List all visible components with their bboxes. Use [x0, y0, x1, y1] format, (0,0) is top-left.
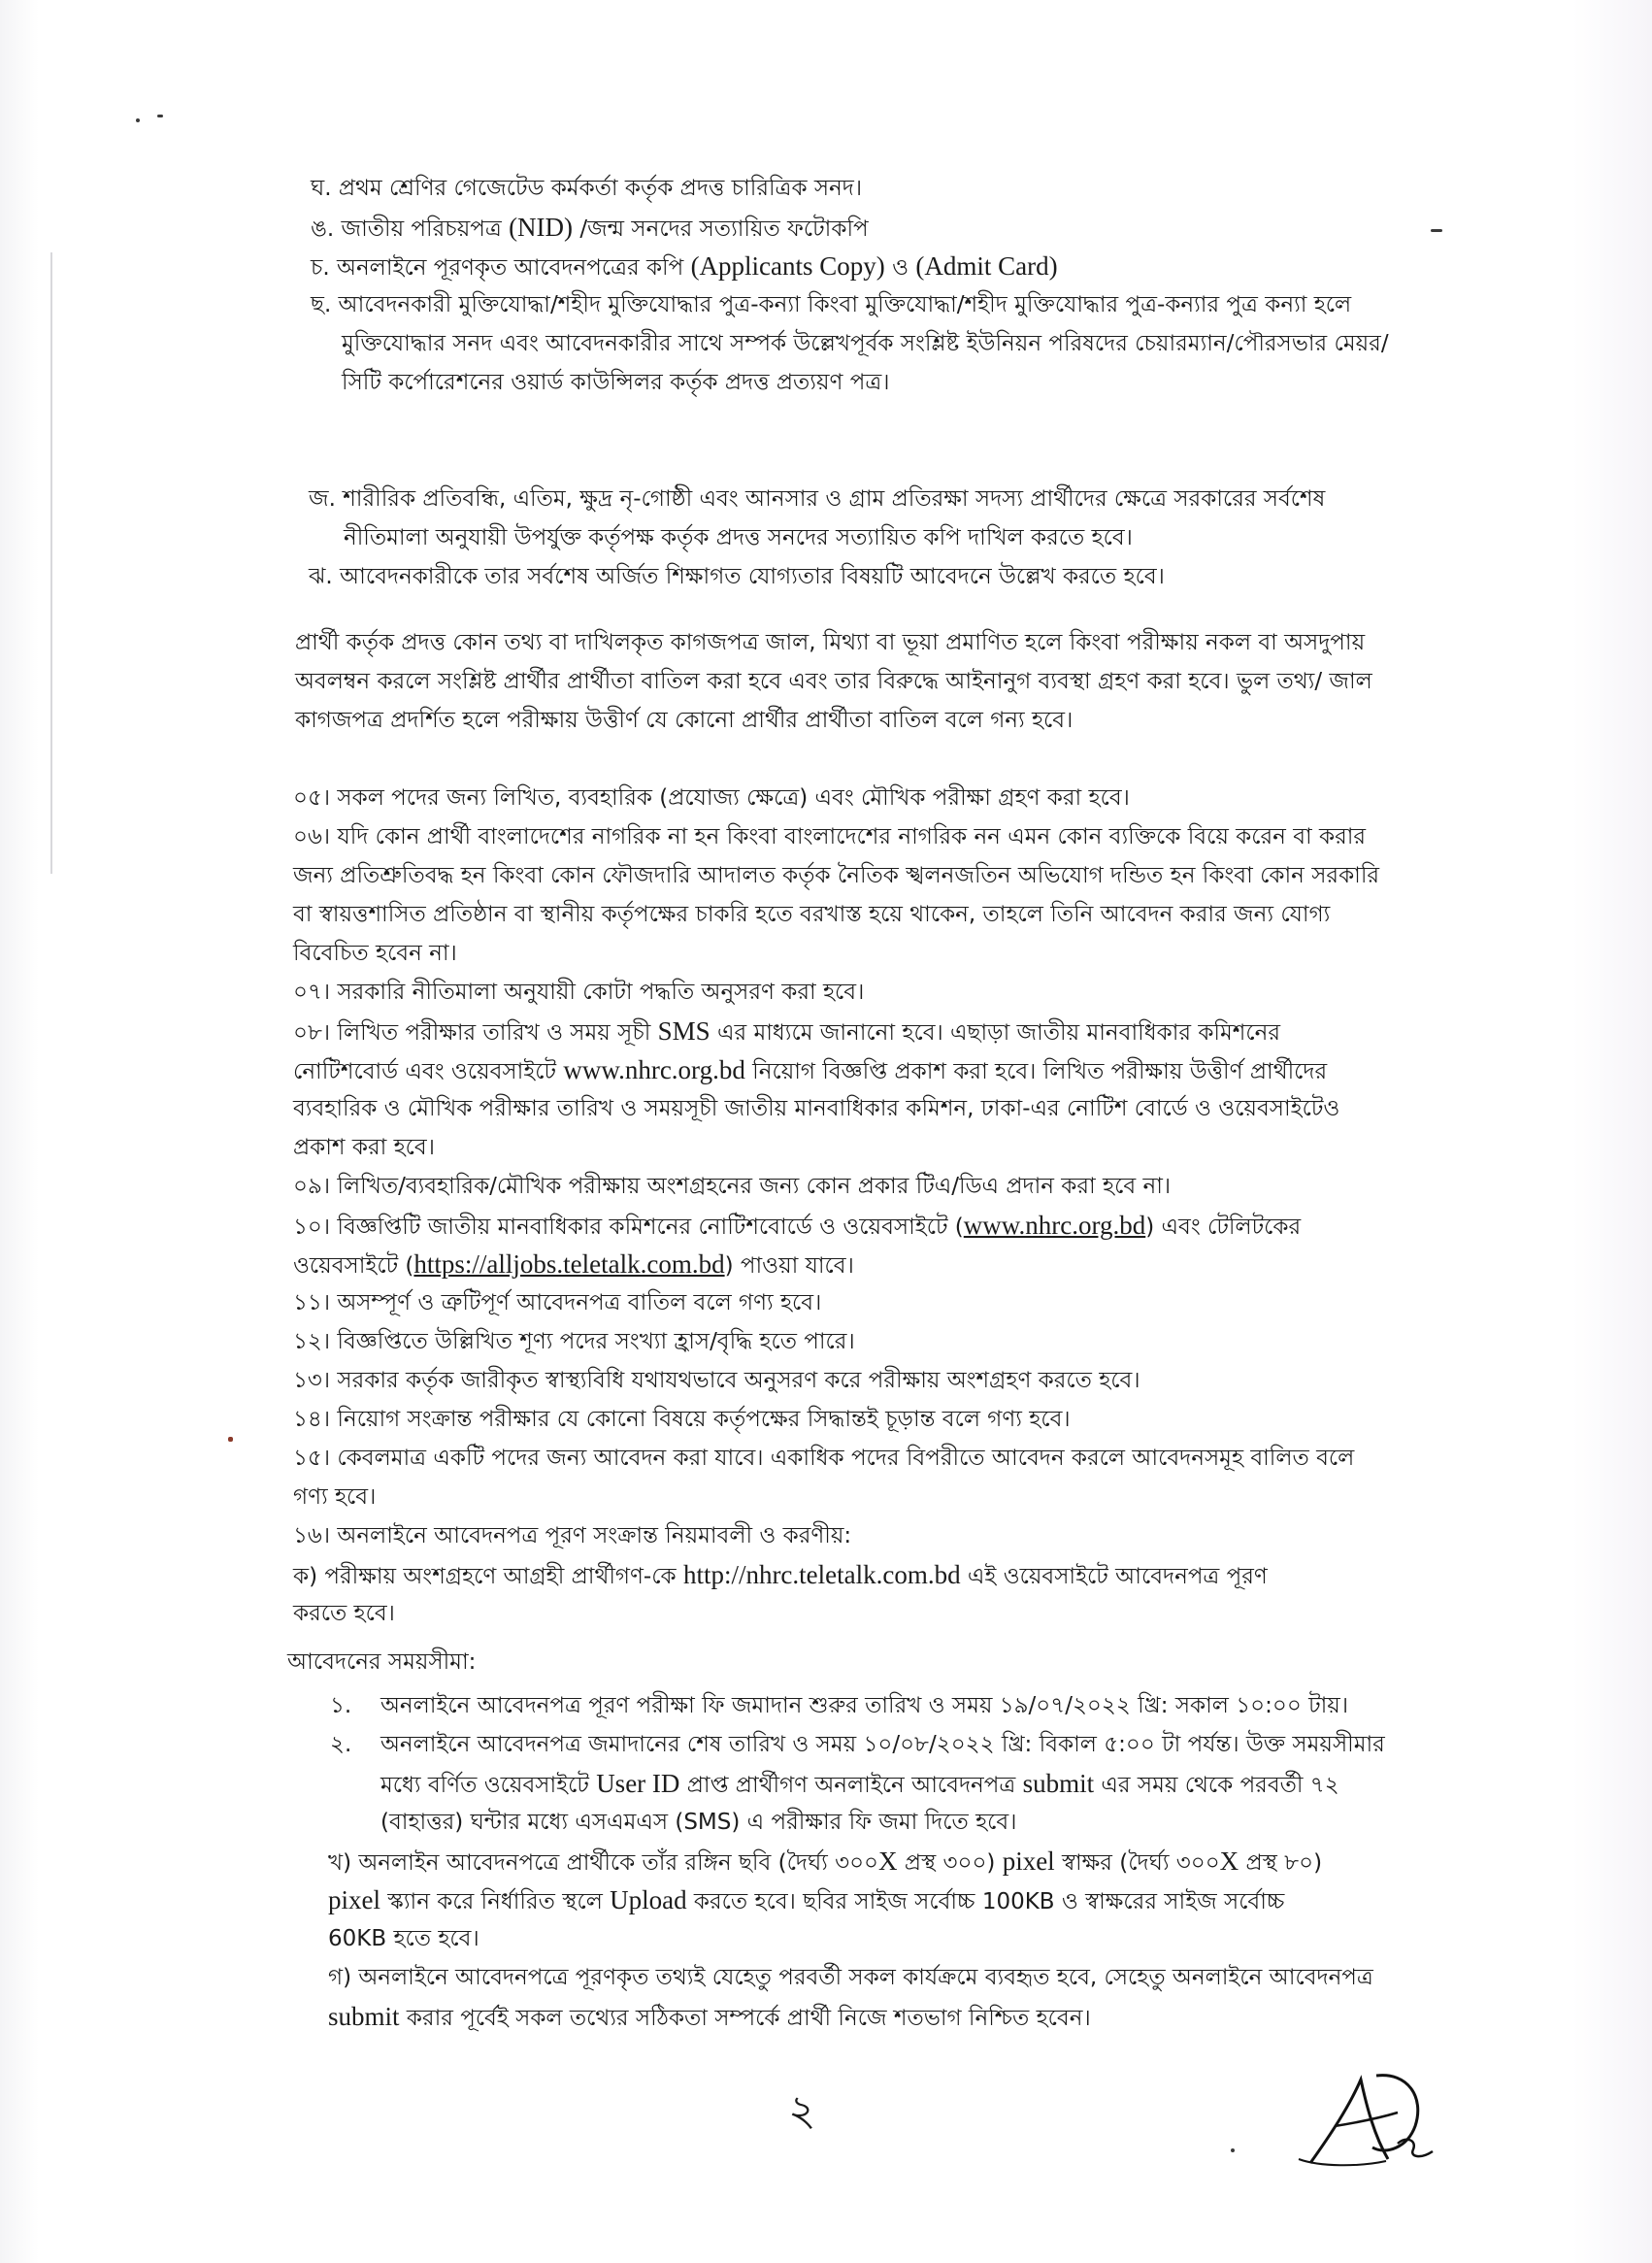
scan-speck	[1231, 2148, 1235, 2152]
teletalk-apply-website-text: http://nhrc.teletalk.com.bd	[682, 1560, 961, 1589]
warning-paragraph	[295, 623, 1372, 740]
warning-line-2: অবলম্বন করলে সংশ্লিষ্ট প্রার্থীর প্রার্থীতা বাতিল করা হবে এবং তার বিরুদ্ধে আইনানুগ ব্যবস্থা গ্রহণ করা হবে। ভুল তথ্য/ জাল	[295, 669, 1372, 694]
rule-16-ka-line-2: করতে হবে।	[293, 1601, 395, 1626]
rule-09: ০৯। লিখিত/ব্যবহারিক/মৌখিক পরীক্ষায় অংশগ্রহনের জন্য কোন প্রকার টিএ/ডিএ প্রদান করা হবে না।	[293, 1174, 1172, 1199]
rule-ga-line-1: গ) অনলাইনে আবেদনপত্রে পূরণকৃত তথ্যই যেহেতু পরবর্তী সকল কার্যক্রমে ব্যবহৃত হবে, সেহেতু অনলাইনে আবেদনপত্র	[328, 1965, 1373, 1990]
rules-list	[293, 779, 1379, 1633]
rule-15-line-1: ১৫। কেবলমাত্র একটি পদের জন্য আবেদন করা যাবে। একাধিক পদের বিপরীতে আবেদন করলে আবেদনসমূহ বালিত বলে	[293, 1446, 1355, 1471]
doc-item-ja-line-2: নীতিমালা অনুযায়ী উপর্যুক্ত কর্তৃপক্ষ কর্তৃক প্রদত্ত সনদের সত্যায়িত কপি দাখিল করতে হবে।	[344, 525, 1133, 550]
rule-06-line-2: জন্য প্রতিশ্রুতিবদ্ধ হন কিংবা কোন ফৌজদারি আদালত কর্তৃক নৈতিক স্খলনজতিন অভিযোগ দন্ডিত হন কিংবা কোন সরকারি	[293, 863, 1380, 888]
required-documents-list	[311, 169, 1389, 402]
rule-08-line-1: ০৮। লিখিত পরীক্ষার তারিখ ও সময় সূচী SMS এর মাধ্যমে জানানো হবে। এছাড়া জাতীয় মানবাধিকার কমিশনের	[293, 1016, 1280, 1046]
rule-06-line-4: বিবেচিত হবেন না।	[293, 941, 457, 966]
deadline-list	[330, 1686, 1385, 1842]
rule-16: ১৬। অনলাইনে আবেদনপত্র পূরণ সংক্রান্ত নিয়মাবলী ও করণীয়:	[293, 1523, 852, 1548]
rule-07: ০৭। সরকারি নীতিমালা অনুযায়ী কোটা পদ্ধতি অনুসরণ করা হবে।	[293, 980, 865, 1005]
rule-08-line-2: নোটিশবোর্ড এবং ওয়েবসাইটে www.nhrc.org.bd নিয়োগ বিজ্ঞপ্তি প্রকাশ করা হবে। লিখিত পরীক্ষায় উত্তীর্ণ প্রার্থীদের	[293, 1055, 1328, 1084]
rule-kha-line-3: 60KB হতে হবে।	[328, 1926, 479, 1951]
handwritten-signature	[1291, 2058, 1446, 2175]
documents-list-continued	[309, 480, 1325, 596]
doc-item-cha-line-2: মুক্তিযোদ্ধার সনদ এবং আবেদনকারীর সাথে সম্পর্ক উল্লেখপূর্বক সংশ্লিষ্ট ইউনিয়ন পরিষদের চেয়ারম্যান/পৌরসভার মেয়র/	[342, 331, 1389, 356]
rule-16-ka-line-1: ক) পরীক্ষায় অংশগ্রহণে আগ্রহী প্রার্থীগণ-কে http://nhrc.teletalk.com.bd এই ওয়েবসাইটে আবেদনপত্র পূরণ	[293, 1560, 1268, 1589]
rule-kha-line-2: pixel স্ক্যান করে নির্ধারিত স্থলে Upload করতে হবে। ছবির সাইজ সর্বোচ্চ 100KB ও স্বাক্ষরের সাইজ সর্বোচ্চ	[328, 1885, 1285, 1914]
rule-kha-line-1: খ) অনলাইন আবেদনপত্রে প্রার্থীকে তাঁর রঙ্গিন ছবি (দৈর্ঘ্য ৩০০X প্রস্থ ৩০০) pixel স্বাক্ষর (দৈর্ঘ্য ৩০০X প্রস্থ ৮০)	[328, 1847, 1323, 1876]
doc-item-gha: ঘ. প্রথম শ্রেণির গেজেটেড কর্মকর্তা কর্তৃক প্রদত্ত চারিত্রিক সনদ।	[311, 176, 863, 201]
doc-item-cha-line-1: ছ. আবেদনকারী মুক্তিযোদ্ধা/শহীদ মুক্তিযোদ্ধার পুত্র-কন্যা কিংবা মুক্তিযোদ্ধা/শহীদ মুক্তিযোদ্ধার পুত্র-কন্যার পুত্র কন্যা হলে	[311, 292, 1352, 317]
warning-line-1: প্রার্থী কর্তৃক প্রদত্ত কোন তথ্য বা দাখিলকৃত কাগজপত্র জাল, মিথ্যা বা ভূয়া প্রমাণিত হলে কিংবা পরীক্ষায় নকল বা অসদুপায়	[295, 630, 1366, 655]
nhrc-website-link[interactable]: www.nhrc.org.bd	[963, 1211, 1146, 1240]
deadline-item-2-line-1: ২. অনলাইনে আবেদনপত্র জমাদানের শেষ তারিখ ও সময় ১০/০৮/২০২২ খ্রি: বিকাল ৫:০০ টা পর্যন্ত। উক্ত সময়সীমার	[330, 1732, 1385, 1757]
doc-item-ca: চ. অনলাইনে পূরণকৃত আবেদনপত্রের কপি (Applicants Copy) ও (Admit Card)	[311, 251, 1058, 281]
rule-11: ১১। অসম্পূর্ণ ও ত্রুটিপূর্ণ আবেদনপত্র বাতিল বলে গণ্য হবে।	[293, 1290, 822, 1315]
deadline-item-1: ১. অনলাইনে আবেদনপত্র পূরণ পরীক্ষা ফি জমাদান শুরুর তারিখ ও সময় ১৯/০৭/২০২২ খ্রি: সকাল ১০:০০ টায়।	[330, 1693, 1349, 1718]
deadline-item-2-line-3: (বাহাত্তর) ঘন্টার মধ্যে এসএমএস (SMS) এ পরীক্ষার ফি জমা দিতে হবে।	[380, 1810, 1017, 1835]
rule-14: ১৪। নিয়োগ সংক্রান্ত পরীক্ষার যে কোনো বিষয়ে কর্তৃপক্ষের সিদ্ধান্তই চূড়ান্ত বলে গণ্য হবে।	[293, 1407, 1071, 1432]
rule-06-line-3: বা স্বায়ত্তশাসিত প্রতিষ্ঠান বা স্থানীয় কর্তৃপক্ষের চাকরি হতে বরখাস্ত হয়ে থাকেন, তাহলে তিনি আবেদন করার জন্য যোগ্য	[293, 902, 1331, 927]
doc-item-ja-line-1: জ. শারীরিক প্রতিবন্ধি, এতিম, ক্ষুদ্র নৃ-গোষ্ঠী এবং আনসার ও গ্রাম প্রতিরক্ষা সদস্য প্রার্থীদের ক্ষেত্রে সরকারের সর্বশেষ	[309, 486, 1326, 512]
doc-item-cha-line-3: সিটি কর্পোরেশনের ওয়ার্ড কাউন্সিলর কর্তৃক প্রদত্ত প্রত্যয়ণ পত্র।	[342, 370, 890, 395]
rule-08-line-4: প্রকাশ করা হবে।	[293, 1135, 435, 1160]
rule-10-line-2: ওয়েবসাইটে (https://alljobs.teletalk.com.bd) পাওয়া যাবে।	[293, 1249, 854, 1279]
scan-speck	[136, 118, 140, 122]
rule-06-line-1: ০৬। যদি কোন প্রার্থী বাংলাদেশের নাগরিক না হন কিংবা বাংলাদেশের নাগরিক নন এমন কোন ব্যক্তিকে বিয়ে করেন বা করার	[293, 824, 1367, 849]
rule-05: ০৫। সকল পদের জন্য লিখিত, ব্যবহারিক (প্রযোজ্য ক্ষেত্রে) এবং মৌখিক পরীক্ষা গ্রহণ করা হবে।	[293, 785, 1130, 811]
deadline-title: আবেদনের সময়সীমা:	[287, 1649, 477, 1675]
scan-speck	[228, 1437, 233, 1442]
upload-rules	[328, 1842, 1373, 2036]
deadline-heading	[287, 1643, 476, 1681]
doc-item-uma: ঙ. জাতীয় পরিচয়পত্র (NID) /জন্ম সনদের সত্যায়িত ফটোকপি	[311, 213, 869, 242]
deadline-item-2-line-2: মধ্যে বর্ণিত ওয়েবসাইটে User ID প্রাপ্ত প্রার্থীগণ অনলাইনে আবেদনপত্র submit এর সময় থেকে পরবর্তী ৭২	[380, 1769, 1339, 1798]
page-number: ২	[788, 2086, 816, 2136]
rule-13: ১৩। সরকার কর্তৃক জারীকৃত স্বাস্থ্যবিধি যথাযথভাবে অনুসরণ করে পরীক্ষায় অংশগ্রহণ করতে হবে।	[293, 1368, 1140, 1393]
rule-15-line-2: গণ্য হবে।	[293, 1484, 377, 1510]
rule-08-line-3: ব্যবহারিক ও মৌখিক পরীক্ষার তারিখ ও সময়সূচী জাতীয় মানবাধিকার কমিশন, ঢাকা-এর নোটিশ বোর্ডে ও ওয়েবসাইটেও	[293, 1096, 1340, 1121]
rule-12: ১২। বিজ্ঞপ্তিতে উল্লিখিত শূণ্য পদের সংখ্যা হ্রাস/বৃদ্ধি হতে পারে।	[293, 1329, 855, 1354]
scan-edge-shadow	[50, 252, 52, 874]
warning-line-3: কাগজপত্র প্রদর্শিত হলে পরীক্ষায় উত্তীর্ণ যে কোনো প্রার্থীর প্রার্থীতা বাতিল বলে গন্য হবে।	[295, 708, 1074, 733]
nhrc-website-text: www.nhrc.org.bd	[563, 1055, 745, 1084]
rule-10-line-1: ১০। বিজ্ঞপ্তিটি জাতীয় মানবাধিকার কমিশনের নোটিশবোর্ডে ও ওয়েবসাইটে (www.nhrc.org.bd) এবং টেলিটকের	[293, 1211, 1302, 1240]
doc-item-jha: ঝ. আবেদনকারীকে তার সর্বশেষ অর্জিত শিক্ষাগত যোগ্যতার বিষয়টি আবেদনে উল্লেখ করতে হবে।	[309, 564, 1165, 589]
teletalk-alljobs-link[interactable]: https://alljobs.teletalk.com.bd	[413, 1249, 725, 1279]
scan-speck	[157, 115, 163, 117]
rule-ga-line-2: submit করার পূর্বেই সকল তথ্যের সঠিকতা সম্পর্কে প্রার্থী নিজে শতভাগ নিশ্চিত হবেন।	[328, 2002, 1091, 2031]
scan-speck	[1431, 229, 1442, 232]
